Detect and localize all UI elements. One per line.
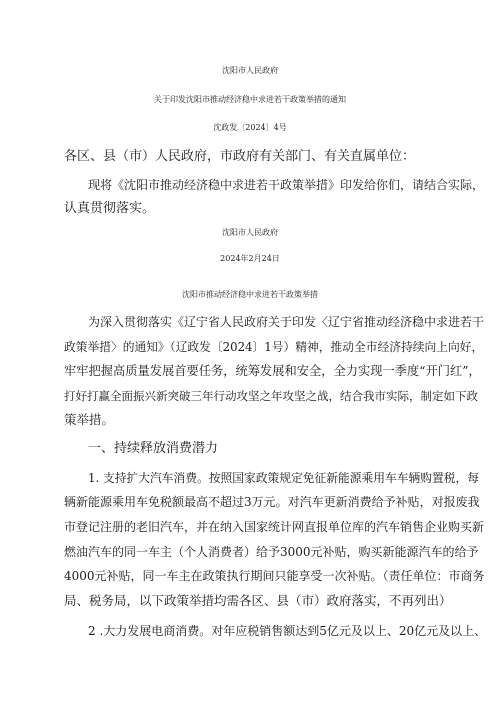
item1-line: 市登记注册的老旧汽车，并在纳入国家统计网直报单位库的汽车销售企业购买新 [64,520,485,534]
intro-line: 打好打赢全面振兴新突破三年行动攻坚之年攻坚之战，结合我市实际，制定如下政 [64,389,478,403]
intro-line: 为深入贯彻落实《辽宁省人民政府关于印发〈辽宁省推动经济稳中求进若干 [88,315,485,329]
issuer-heading: 沈阳市人民政府 [222,66,278,75]
item1-line: 局、税务局，以下政策举措均需各区、县（市）政府落实，不再列出） [64,593,452,608]
item1-line: 辆新能源乘用车免税额最高不超过3万元。对汽车更新消费给予补贴，对报废我 [64,495,480,509]
item1-line: 燃油汽车的同一车主（个人消费者）给予3000元补贴，购买新能源汽车的给予 [64,545,479,559]
intro-line: 政策举措〉的通知》（辽政发〔2024〕1号）精神，推动全市经济持续向上向好， [64,340,484,354]
notice-body-line: 现将《沈阳市推动经济稳中求进若干政策举措》印发给你们，请结合实际， [88,178,485,192]
policy-title: 沈阳市推动经济稳中求进若干政策举措 [182,290,318,299]
section-heading: 一、持续释放消费潜力 [88,441,219,456]
document-number: 沈政发〔2024〕4号 [213,123,287,132]
item1-line: 1. 支持扩大汽车消费。按照国家政策规定免征新能源乘用车车辆购置税，每 [88,471,479,485]
intro-line: 策举措。 [64,412,115,427]
issue-date: 2024年2月24日 [220,254,280,263]
item1-line: 4000元补贴，同一车主在政策执行期间只能享受一次补贴。（责任单位：市商务 [64,569,485,583]
item2-line: 2 .大力发展电商消费。对年应税销售额达到5亿元及以上、20亿元及以上、 [88,624,487,638]
notice-title: 关于印发沈阳市推动经济稳中求进若干政策举措的通知 [154,95,346,104]
intro-line: 牢牢把握高质量发展首要任务，统筹发展和安全，全力实现一季度“开门红”， [64,364,481,378]
addressee: 各区、县（市）人民政府，市政府有关部门、有关直属单位： [64,149,416,164]
notice-body-line: 认真贯彻落实。 [64,201,156,216]
signature: 沈阳市人民政府 [222,228,278,237]
